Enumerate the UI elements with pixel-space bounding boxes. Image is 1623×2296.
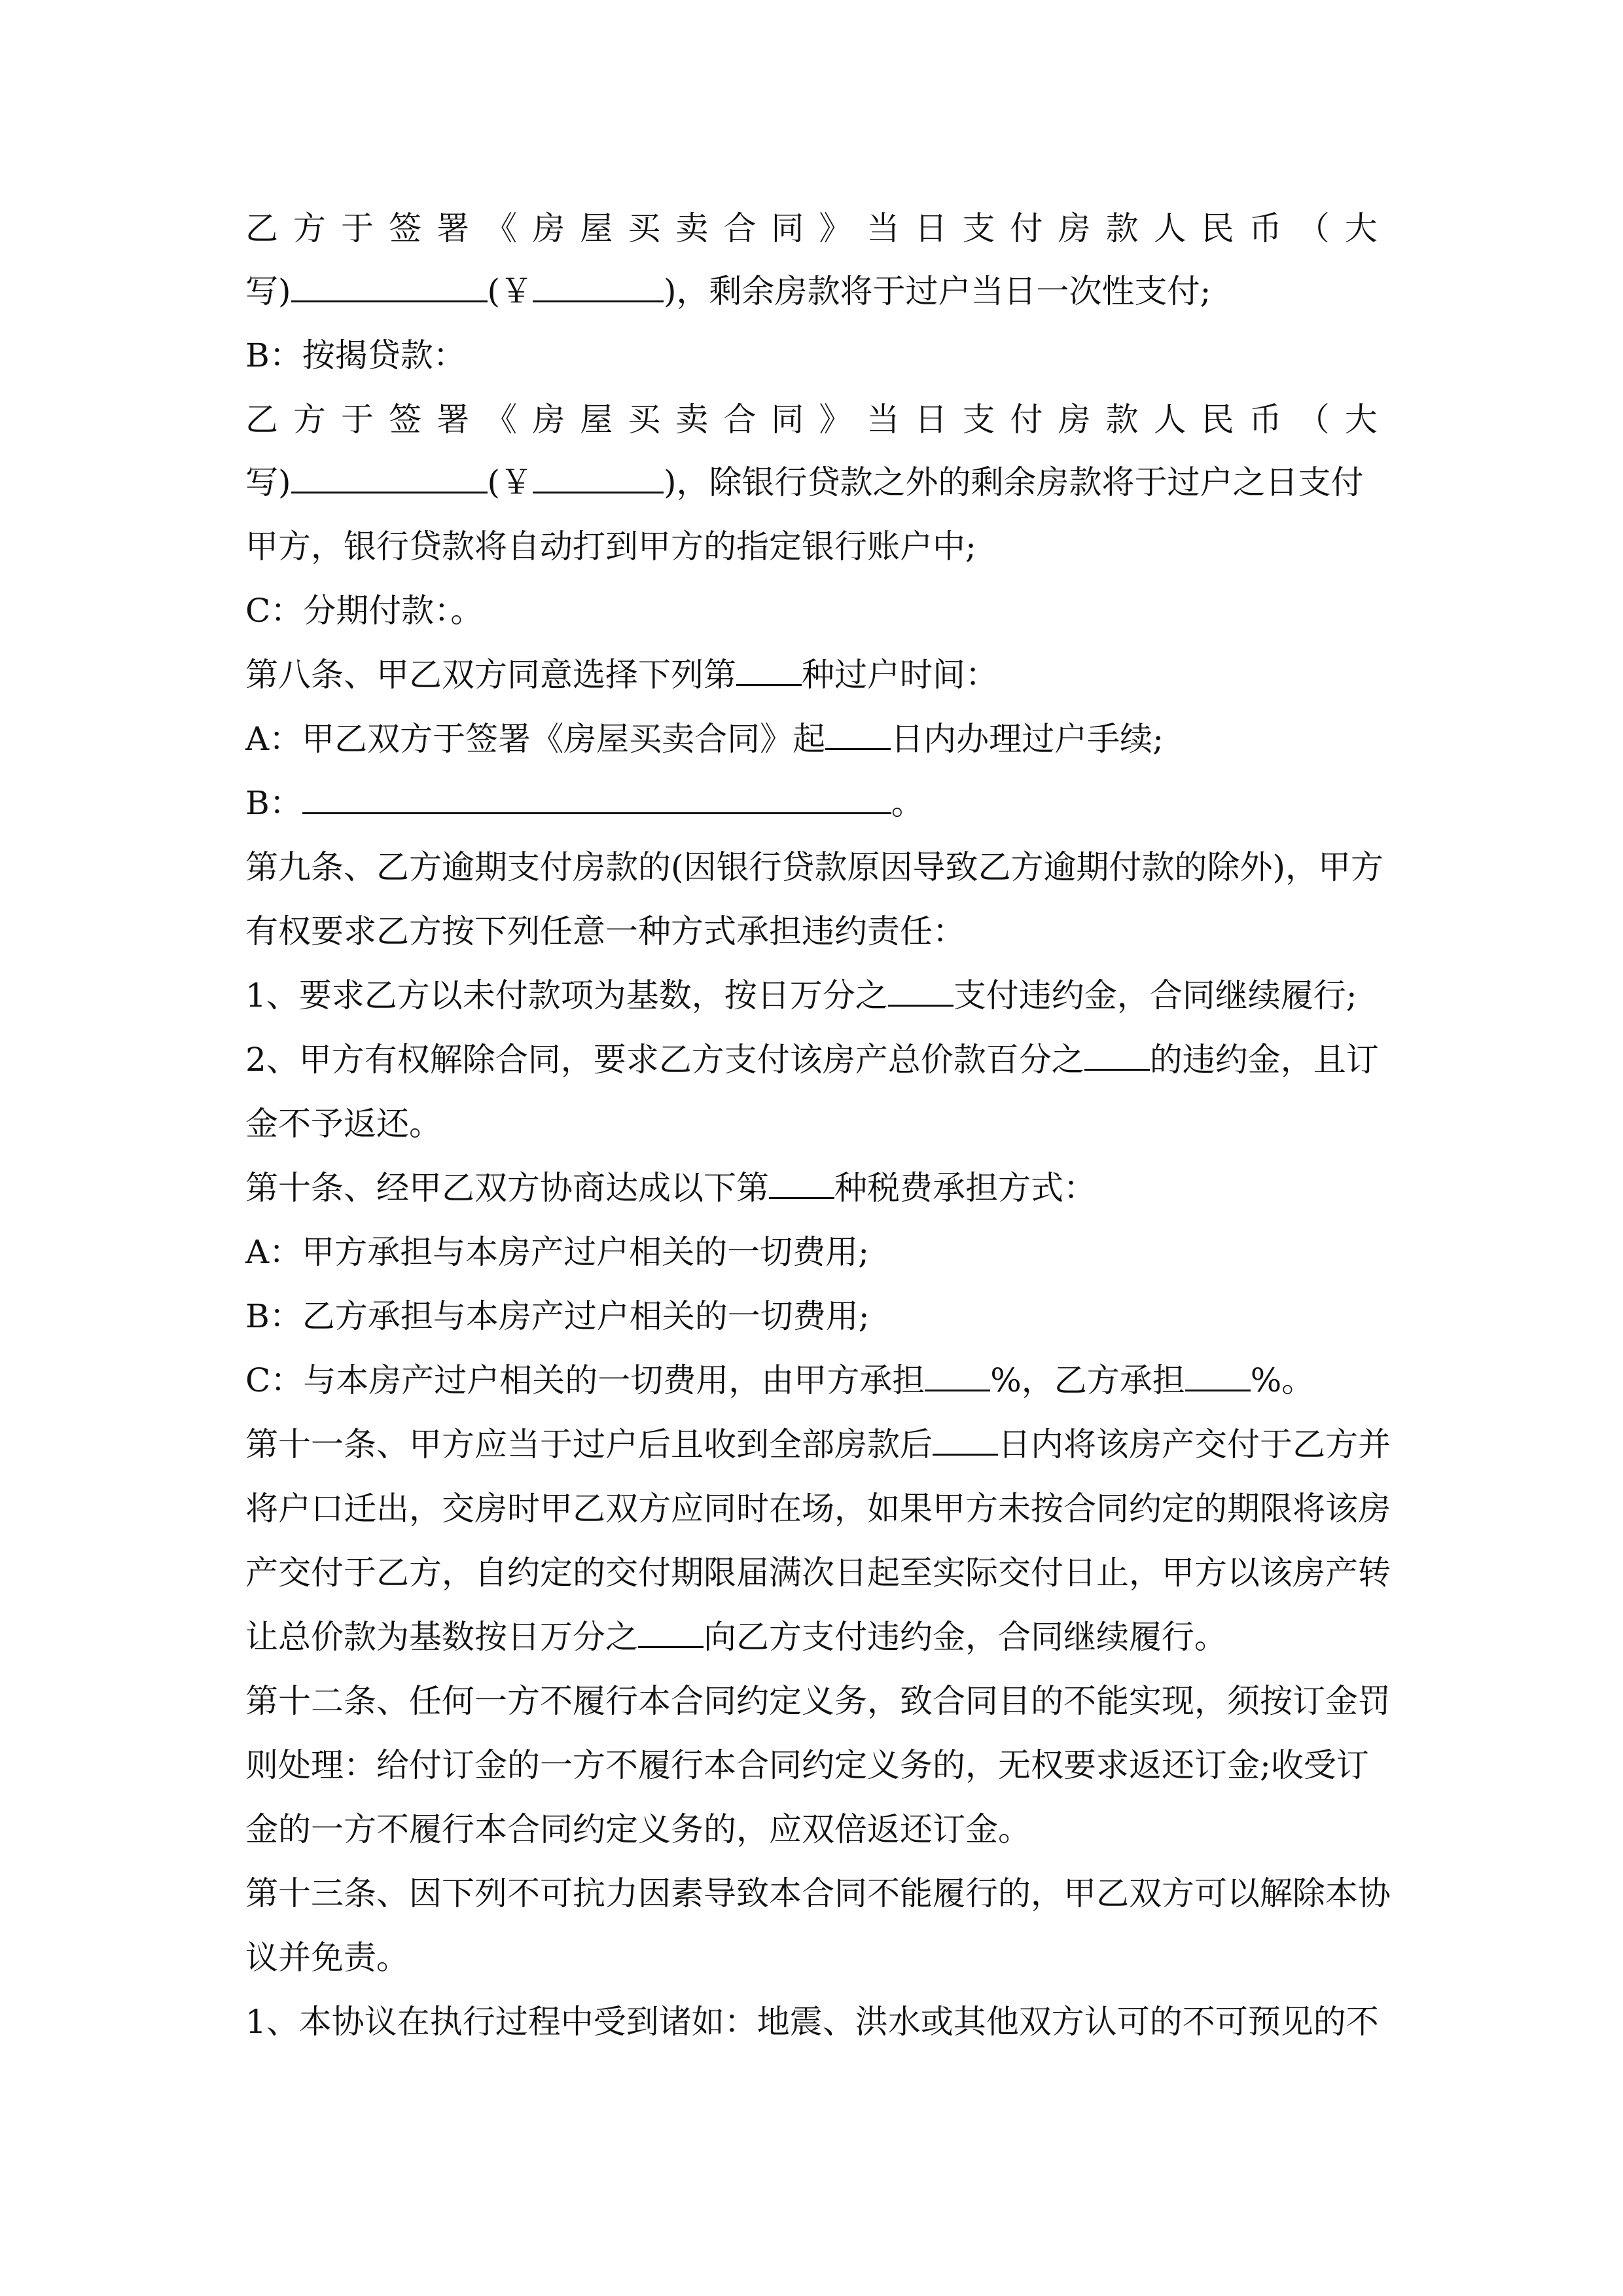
- line-text: 第八条、甲乙双方同意选择下列第: [245, 656, 736, 694]
- line-text: 金的一方不履行本合同约定义务的，应双倍返还订金。: [245, 1810, 1031, 1848]
- fill-in-blank: [533, 456, 664, 493]
- line-text: 种过户时间：: [802, 656, 998, 694]
- fill-in-blank: [825, 713, 891, 750]
- spaced-char: 房: [532, 401, 565, 439]
- spaced-char: 付: [1010, 401, 1043, 439]
- spaced-char: 合: [723, 209, 757, 247]
- line-text: B：按揭贷款：: [245, 336, 466, 374]
- line-text: C：分期付款：。: [245, 592, 484, 630]
- text-line: [245, 649, 1378, 701]
- spaced-char: 款: [1105, 401, 1139, 439]
- text-line: [245, 777, 1378, 829]
- text-line: [245, 1996, 1378, 2048]
- line-text: 种税费承担方式：: [834, 1169, 1096, 1207]
- line-text: 日内将该房产交付于乙方并: [998, 1426, 1391, 1463]
- spaced-char: 买: [628, 209, 661, 247]
- spaced-char: 签: [389, 209, 422, 247]
- line-text: 的违约金，且订: [1149, 1041, 1379, 1079]
- spaced-char: 署: [437, 401, 470, 439]
- fill-in-blank: [888, 969, 954, 1007]
- spaced-char: 人: [1153, 401, 1186, 439]
- spaced-char: 《: [484, 401, 518, 439]
- fill-in-blank: [1084, 1033, 1150, 1071]
- spaced-char: 签: [389, 401, 422, 439]
- text-line: [245, 520, 1378, 573]
- text-line: [245, 1803, 1378, 1856]
- line-text: 1、要求乙方以未付款项为基数，按日万分之: [245, 977, 888, 1014]
- text-line: [245, 202, 1378, 255]
- spaced-char: 民: [1201, 209, 1234, 247]
- line-text: B：乙方承担与本房产过户相关的一切费用;: [245, 1297, 870, 1335]
- text-line: [245, 584, 1378, 637]
- text-line: [245, 905, 1378, 958]
- spaced-char: 于: [341, 401, 374, 439]
- spaced-char: 署: [437, 209, 470, 247]
- spaced-char: 方: [293, 209, 327, 247]
- fill-in-blank: [291, 265, 488, 302]
- fill-in-blank: [1185, 1354, 1251, 1391]
- line-text: 写): [245, 272, 291, 310]
- fill-in-blank: [736, 649, 802, 686]
- spaced-char: 人: [1153, 209, 1186, 247]
- text-line: [245, 1611, 1378, 1663]
- text-line: [245, 1675, 1391, 1727]
- line-text: (￥: [487, 272, 533, 310]
- fill-in-blank: [291, 456, 488, 493]
- text-line: [245, 713, 1378, 765]
- spaced-char: 款: [1105, 209, 1139, 247]
- fill-in-blank: [925, 1354, 990, 1391]
- text-line: [245, 841, 1384, 893]
- spaced-char: 同: [771, 209, 804, 247]
- text-line: [245, 1739, 1378, 1791]
- line-text: 第十二条、任何一方不履行本合同约定义务，致合同目的不能实现，须按订金罚: [245, 1682, 1391, 1720]
- spaced-char: 《: [484, 209, 518, 247]
- spaced-char: 乙: [245, 209, 278, 247]
- spaced-char: 付: [1010, 209, 1043, 247]
- text-line: [245, 1354, 1378, 1407]
- spaced-char: 》: [819, 401, 852, 439]
- fill-in-blank: [769, 1162, 834, 1199]
- line-text: (￥: [487, 463, 533, 501]
- spaced-char: 房: [532, 209, 565, 247]
- line-text: 有权要求乙方按下列任意一种方式承担违约责任：: [245, 912, 965, 950]
- text-line: [245, 969, 1378, 1022]
- line-text: 第九条、乙方逾期支付房款的(因银行贷款原因导致乙方逾期付款的除外)，甲方: [245, 848, 1384, 886]
- spaced-char: 日: [914, 209, 948, 247]
- spaced-char: 当: [866, 401, 900, 439]
- line-text: 1、本协议在执行过程中受到诸如：地震、洪水或其他双方认可的不可预见的不: [245, 2003, 1379, 2041]
- spaced-char: 大: [1344, 401, 1378, 439]
- line-text: B：: [245, 784, 302, 822]
- fill-in-blank: [638, 1611, 704, 1648]
- line-text: A：甲乙双方于签署《房屋买卖合同》起: [245, 720, 826, 758]
- line-text: 日内办理过户手续;: [891, 720, 1164, 758]
- line-text: 议并免责。: [245, 1939, 409, 1977]
- line-text: 甲方，银行贷款将自动打到甲方的指定银行账户中;: [245, 528, 976, 565]
- text-line: [245, 456, 1378, 509]
- spaced-char: 买: [628, 401, 661, 439]
- text-line: [245, 1033, 1378, 1086]
- line-text: 将户口迁出，交房时甲乙双方应同时在场，如果甲方未按合同约定的期限将该房: [245, 1490, 1391, 1528]
- line-text: 第十三条、因下列不可抗力因素导致本合同不能履行的，甲乙双方可以解除本协: [245, 1874, 1391, 1912]
- spaced-char: 民: [1201, 401, 1234, 439]
- line-text: 产交付于乙方，自约定的交付期限届满次日起至实际交付日止，甲方以该房产转: [245, 1554, 1391, 1592]
- spaced-char: 房: [1058, 209, 1091, 247]
- text-line: [245, 1098, 1378, 1150]
- spaced-char: 房: [1058, 401, 1091, 439]
- spaced-char: 于: [341, 209, 374, 247]
- spaced-char: 卖: [675, 401, 709, 439]
- line-text: 第十一条、甲方应当于过户后且收到全部房款后: [245, 1426, 933, 1463]
- text-line: [245, 329, 1378, 382]
- spaced-char: 卖: [675, 209, 709, 247]
- line-text: )，剩余房款将于过户当日一次性支付;: [664, 272, 1211, 310]
- spaced-char: 当: [866, 209, 900, 247]
- spaced-char: 大: [1344, 209, 1378, 247]
- spaced-char: 屋: [580, 401, 613, 439]
- fill-in-blank: [302, 777, 891, 814]
- spaced-char: 》: [819, 209, 852, 247]
- text-line: [245, 1418, 1391, 1471]
- line-text: C：与本房产过户相关的一切费用，由甲方承担: [245, 1361, 925, 1399]
- line-text: 2、甲方有权解除合同，要求乙方支付该房产总价款百分之: [245, 1041, 1084, 1079]
- line-text: 让总价款为基数按日万分之: [245, 1618, 638, 1656]
- spaced-char: 币: [1249, 209, 1282, 247]
- fill-in-blank: [933, 1418, 998, 1456]
- spaced-char: 币: [1249, 401, 1282, 439]
- spaced-char: 乙: [245, 401, 278, 439]
- line-text: )，除银行贷款之外的剩余房款将于过户之日支付: [664, 463, 1364, 501]
- line-text: %，乙方承担: [990, 1361, 1185, 1399]
- line-text: 则处理：给付订金的一方不履行本合同约定义务的，无权要求返还订金;收受订: [245, 1746, 1369, 1784]
- spaced-char: 支: [962, 209, 995, 247]
- text-line: [245, 1867, 1391, 1920]
- fill-in-blank: [533, 265, 664, 302]
- spaced-char: （: [1296, 401, 1330, 439]
- text-line: [245, 1290, 1378, 1342]
- spaced-char: 屋: [580, 209, 613, 247]
- text-line: [245, 393, 1378, 446]
- text-line: [245, 265, 1378, 317]
- spaced-char: （: [1296, 209, 1330, 247]
- text-line: [245, 1482, 1391, 1535]
- text-line: [245, 1931, 1378, 1984]
- spaced-char: 支: [962, 401, 995, 439]
- text-line: [245, 1226, 1378, 1278]
- line-text: 向乙方支付违约金，合同继续履行。: [704, 1618, 1227, 1656]
- spaced-char: 合: [723, 401, 757, 439]
- line-text: 金不予返还。: [245, 1105, 442, 1143]
- line-text: 。: [891, 784, 924, 822]
- spaced-char: 同: [771, 401, 804, 439]
- line-text: 写): [245, 463, 291, 501]
- spaced-char: 方: [293, 401, 327, 439]
- line-text: 支付违约金，合同继续履行;: [953, 977, 1357, 1014]
- text-line: [245, 1547, 1391, 1599]
- text-line: [245, 1162, 1378, 1214]
- spaced-char: 日: [914, 401, 948, 439]
- line-text: A：甲方承担与本房产过户相关的一切费用;: [245, 1233, 869, 1271]
- line-text: %。: [1250, 1361, 1315, 1399]
- line-text: 第十条、经甲乙双方协商达成以下第: [245, 1169, 769, 1207]
